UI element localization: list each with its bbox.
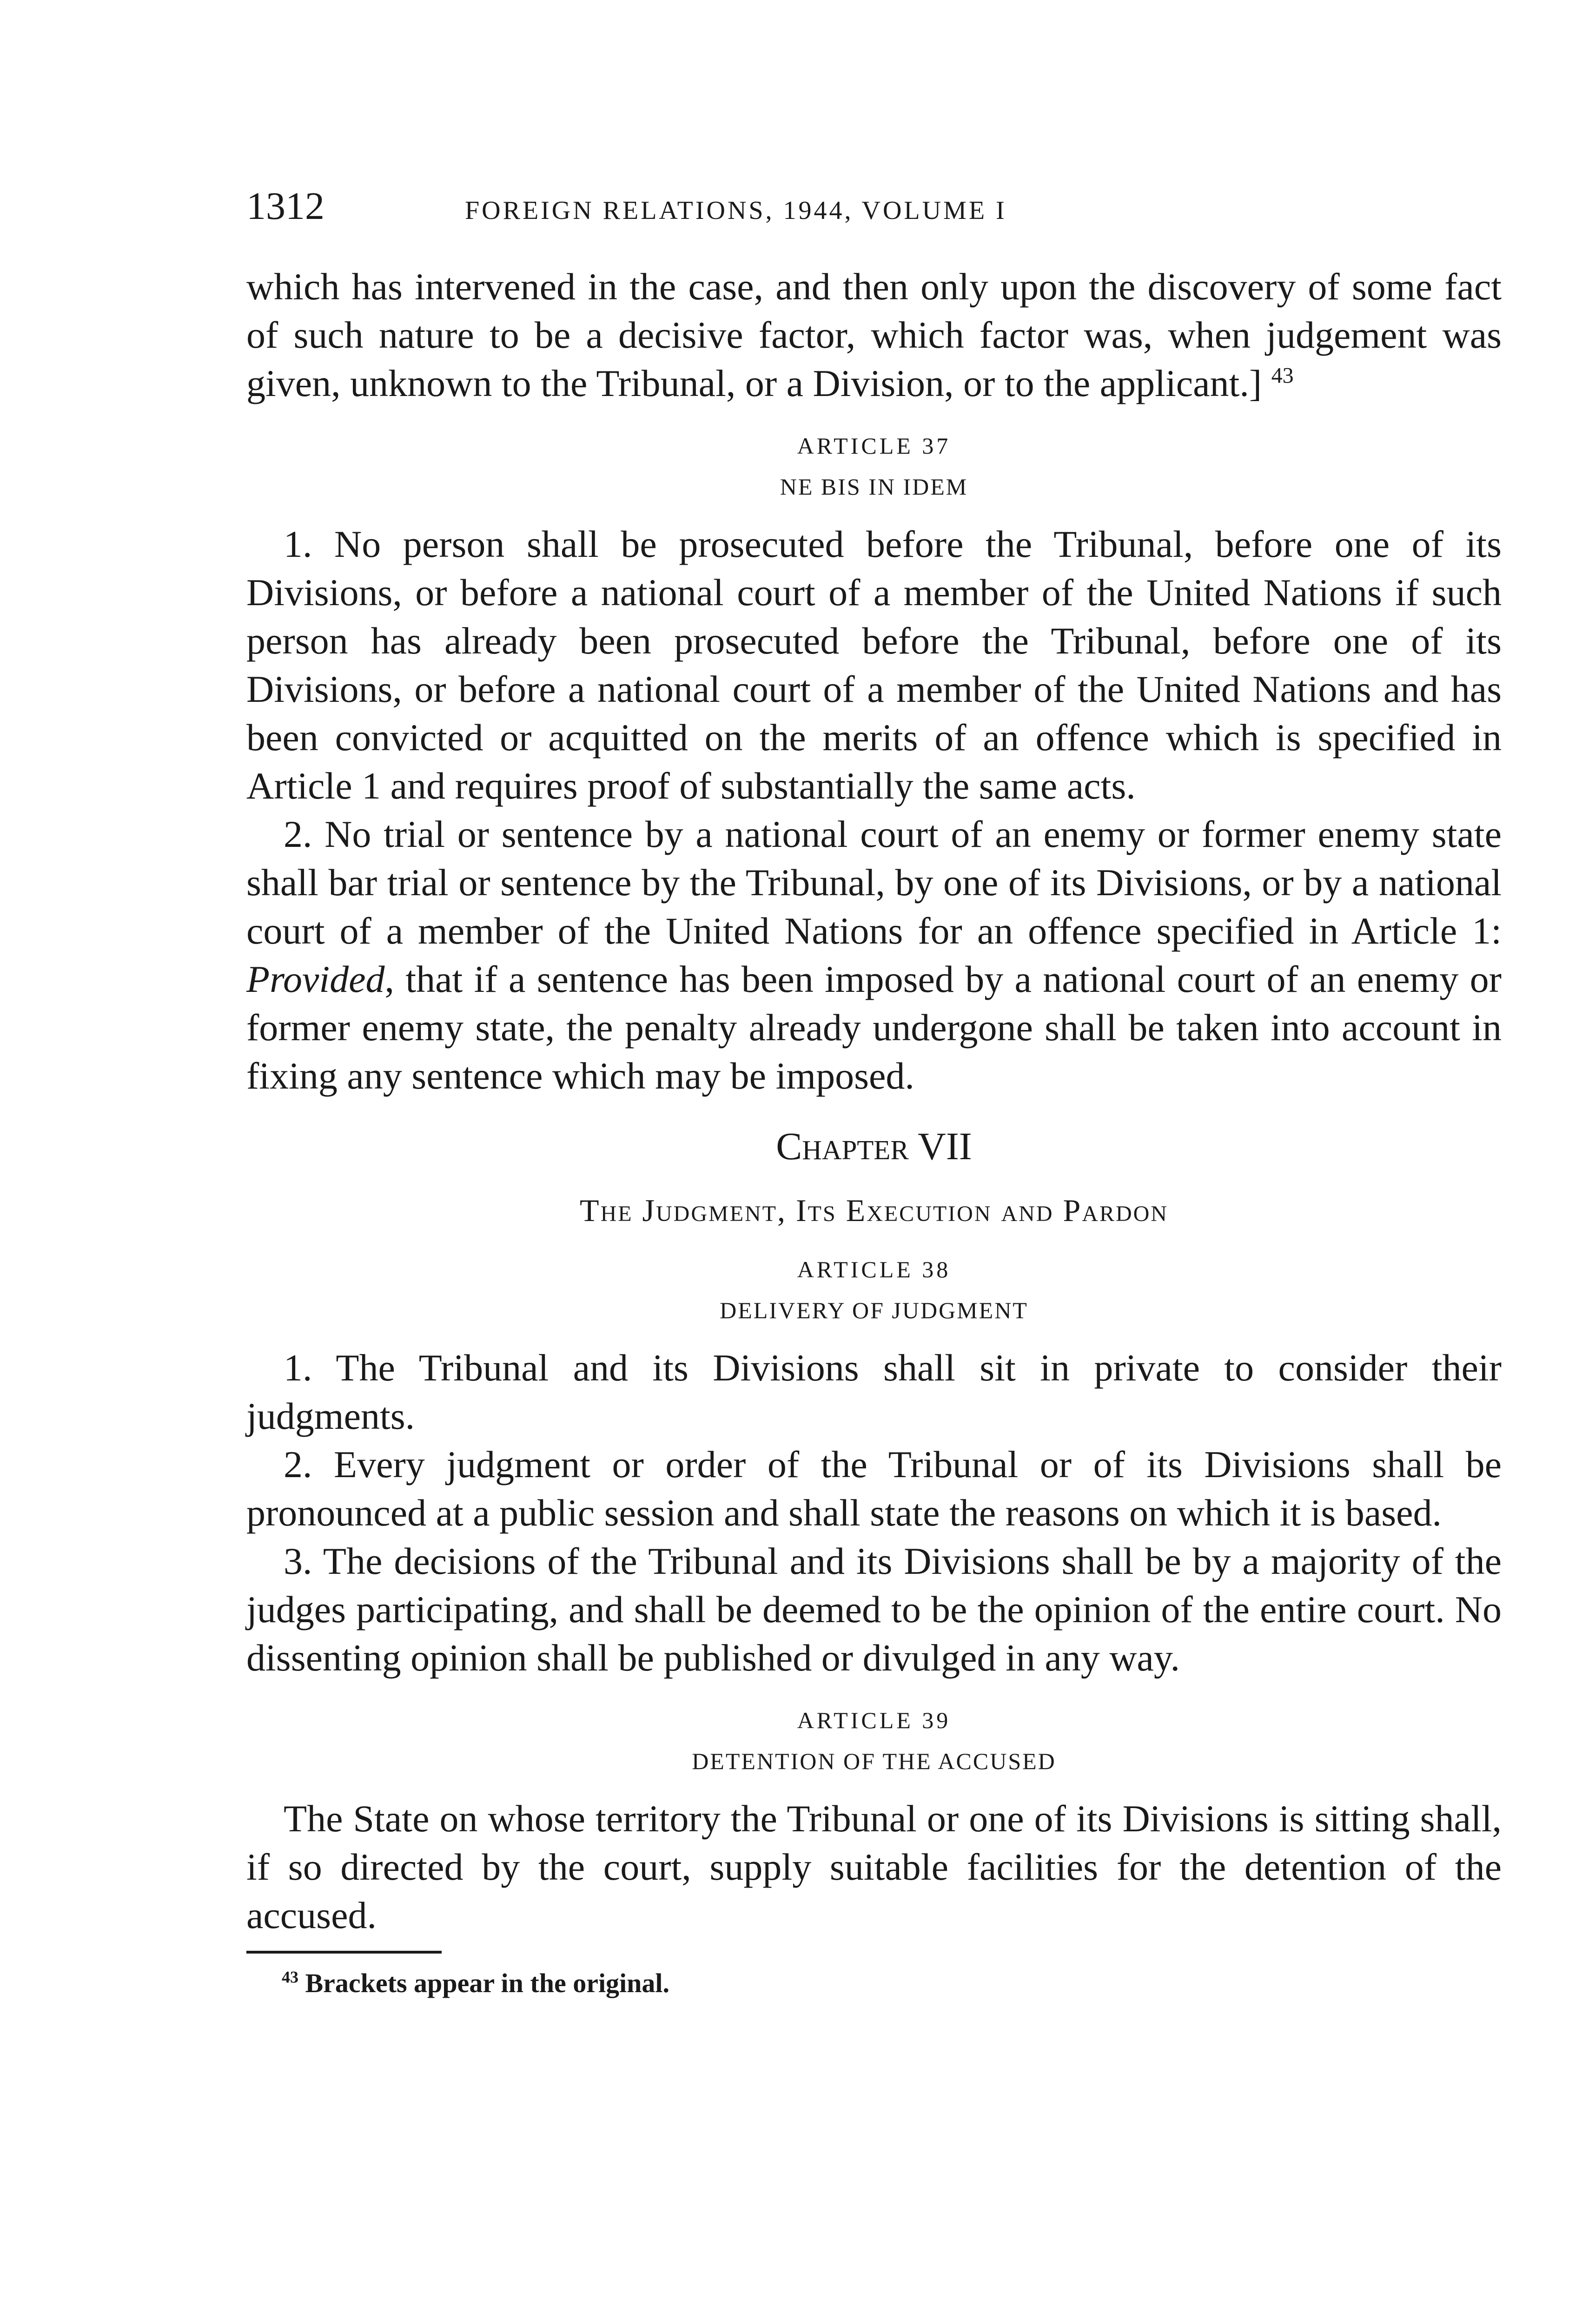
- footnote-divider: [246, 1951, 442, 1954]
- article-37-paragraph-2: [246, 810, 1502, 1100]
- page-number: 1312: [246, 185, 324, 228]
- article-39-paragraph-1: The State on whose territory the Tribunal or one of its Divisions is sitting shall, if so directed by the court, supply suitable facilities for the detention of the accused.: [246, 1797, 1502, 1936]
- footnote: [246, 1967, 1502, 2000]
- article-37-heading: ARTICLE 37: [797, 433, 951, 459]
- article-37-paragraph-2-text: 2. No trial or sentence by a national court of an enemy or former enemy state shall bar trial or sentence by the Tribunal, by one of its Divisions, or by a national court of a member of the United Nations for an offence specified in Article 1:: [246, 813, 1502, 952]
- footnote-reference: 43: [1271, 363, 1294, 388]
- footnote-text: Brackets appear in the original.: [305, 1968, 670, 1998]
- article-37-paragraph-2-rest: , that if a sentence has been imposed by a national court of an enemy or former enemy state, the penalty already undergone shall be taken into account in fixing any sentence which may be imposed.: [246, 958, 1502, 1097]
- chapter-7-heading: Chapter VII: [776, 1125, 972, 1168]
- article-37-title: NE BIS IN IDEM: [780, 474, 968, 500]
- article-39-title: DETENTION OF THE ACCUSED: [692, 1748, 1056, 1774]
- page-header: [246, 184, 1502, 239]
- article-38-paragraph-1: 1. The Tribunal and its Divisions shall sit in private to consider their judgments.: [246, 1347, 1502, 1437]
- article-38-paragraph-3: 3. The decisions of the Tribunal and its Divisions shall be by a majority of the judges participating, and shall be deemed to be the opinion of the entire court. No dissenting opinion shall be published or divulged in any way.: [246, 1540, 1502, 1679]
- continuation-paragraph: [246, 263, 1502, 408]
- document-page: [246, 184, 1502, 2000]
- article-37-paragraph-1: 1. No person shall be prosecuted before the Tribunal, before one of its Divisions, or before a national court of a member of the United Nations if such person has already been prosecuted before the Tribunal, before one of its Divisions, or before a national court of a member of the United Nations and has been convicted or acquitted on the merits of an offence which is specified in Article 1 and requires proof of substantially the same acts.: [246, 523, 1502, 807]
- article-38-heading: ARTICLE 38: [797, 1256, 951, 1282]
- continuation-text: which has intervened in the case, and then only upon the discovery of some fact of such nature to be a decisive factor, which factor was, when judgement was given, unknown to the Tribunal, or a Division, or to the applicant.]: [246, 265, 1502, 404]
- running-head: FOREIGN RELATIONS, 1944, VOLUME I: [465, 196, 1007, 225]
- chapter-7-title: The Judgment, Its Execution and Pardon: [580, 1193, 1168, 1228]
- footnote-mark: 43: [282, 1967, 298, 1987]
- article-38-title: DELIVERY OF JUDGMENT: [720, 1297, 1028, 1323]
- article-39-heading: ARTICLE 39: [797, 1707, 951, 1733]
- article-38-paragraph-2: 2. Every judgment or order of the Tribunal or of its Divisions shall be pronounced at a public session and shall state the reasons on which it is based.: [246, 1443, 1502, 1534]
- article-37-paragraph-2-emphasis: Provided: [246, 958, 385, 1000]
